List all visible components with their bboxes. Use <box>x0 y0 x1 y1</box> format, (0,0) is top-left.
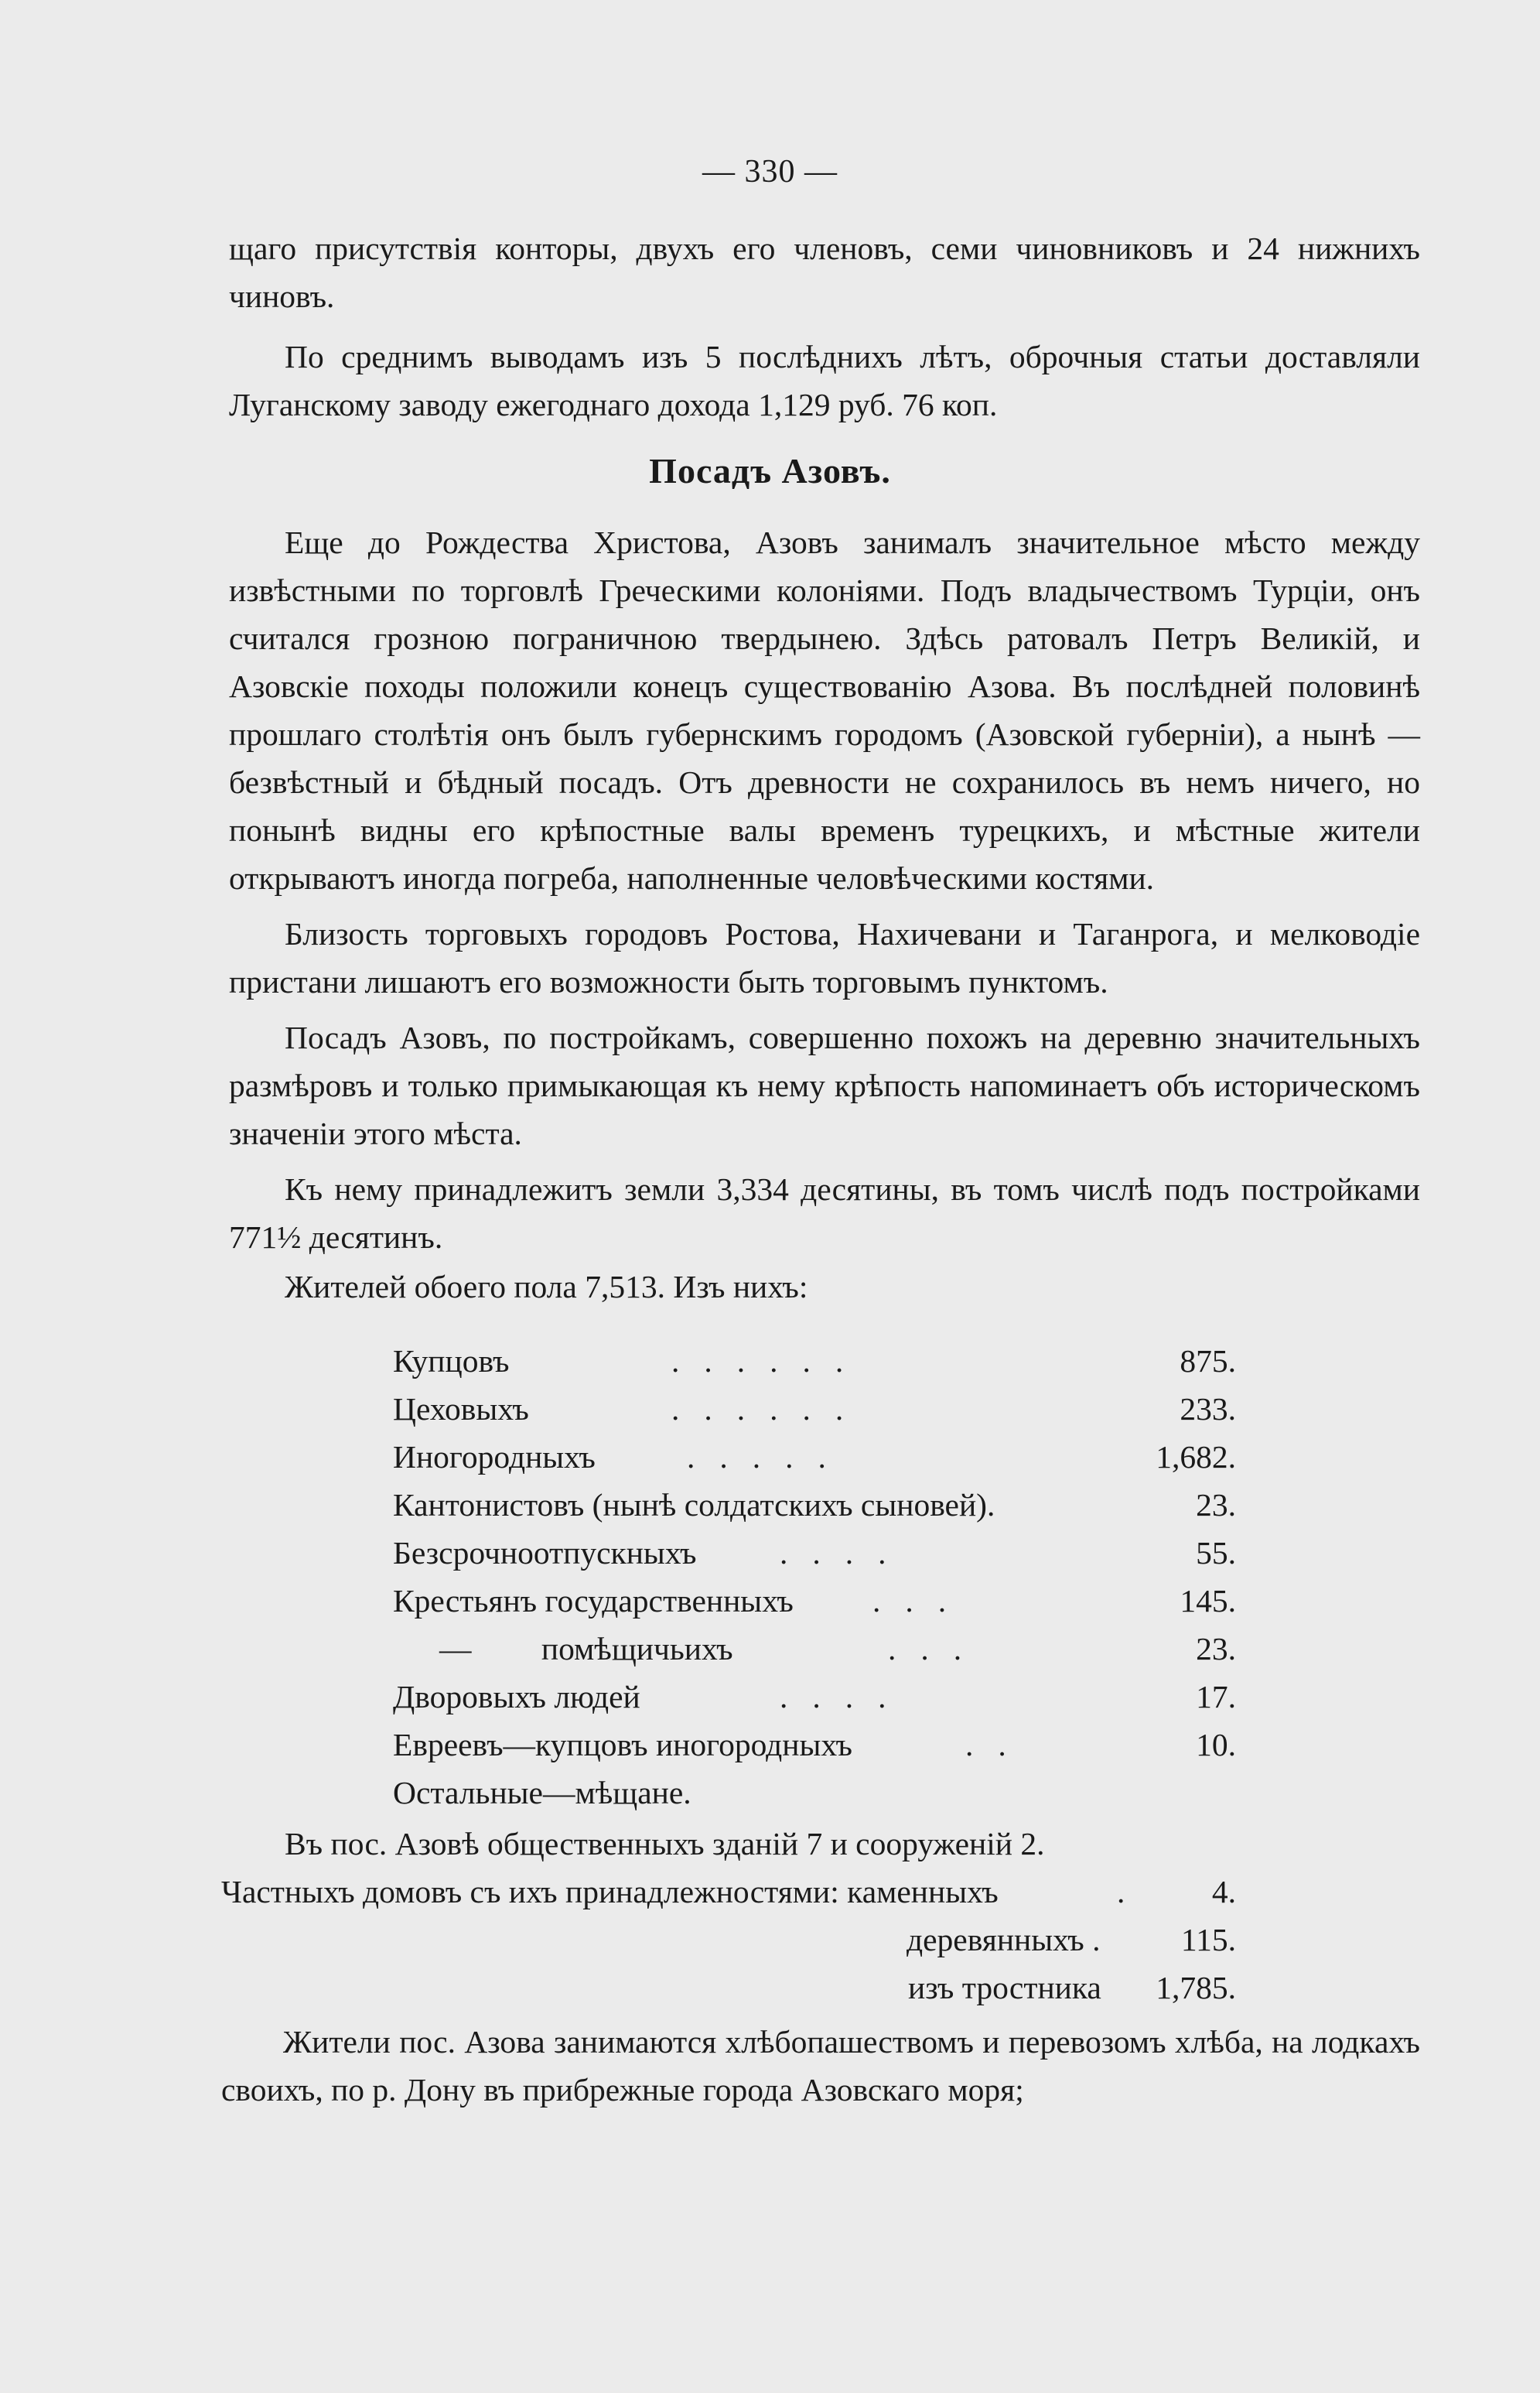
residents-row-label: — помѣщичьихъ <box>439 1631 733 1667</box>
residents-row-label: Купцовъ <box>393 1343 510 1379</box>
paragraph-occupations: Жители пос. Азова занимаются хлѣбопашествомъ и перевозомъ хлѣба, на лодкахъ своихъ, по р. Дону въ прибрежные города Азовскаго моря; <box>221 2024 1420 2108</box>
paragraph-trade: Близость торговыхъ городовъ Ростова, Нахичевани и Таганрога, и мелководіе пристани лишаютъ его возможности быть торговымъ пунктомъ. <box>229 916 1420 1000</box>
residents-row-value: 1,682. <box>1156 1439 1236 1475</box>
residents-row-value: 23. <box>1196 1487 1236 1523</box>
residents-row <box>393 1721 1236 1769</box>
residents-row-value: 875. <box>1180 1343 1236 1379</box>
private-houses-reed-value: 1,785. <box>1156 1970 1236 2005</box>
paragraph-buildings-appearance: Посадъ Азовъ, по постройкамъ, совершенно похожъ на деревню значительныхъ размѣровъ и только примыкающая къ нему крѣпость напоминаетъ объ историческомъ значеніи этого мѣста. <box>229 1020 1420 1151</box>
section-heading: Посадъ Азовъ. <box>649 451 891 491</box>
residents-row-dots: ...... <box>671 1343 869 1379</box>
residents-row-value: 23. <box>1196 1631 1236 1667</box>
residents-row <box>393 1481 1236 1529</box>
residents-row <box>393 1769 1236 1817</box>
residents-row-label: Кантонистовъ (нынѣ солдатскихъ сыновей). <box>393 1487 995 1523</box>
residents-row-dots: ..... <box>687 1439 851 1475</box>
residents-row-label: Дворовыхъ людей <box>393 1679 640 1714</box>
private-houses-intro: Частныхъ домовъ съ ихъ принадлежностями: каменныхъ <box>221 1874 999 1909</box>
residents-row-dots: .... <box>780 1679 911 1714</box>
residents-row-dots: .... <box>780 1535 911 1571</box>
text-block-top <box>229 224 1420 429</box>
residents-row-label: Иногородныхъ <box>393 1439 596 1475</box>
private-houses-stone-dot: . <box>1117 1874 1125 1909</box>
residents-row <box>393 1577 1236 1625</box>
residents-row-dots: ...... <box>671 1391 869 1427</box>
residents-row-value: 55. <box>1196 1535 1236 1571</box>
residents-row <box>393 1673 1236 1721</box>
private-houses-wood-value: 115. <box>1180 1922 1236 1957</box>
paragraph-history: Еще до Рождества Христова, Азовъ занималъ значительное мѣсто между извѣстными по торговлѣ Греческими колоніями. Подъ владычествомъ Турціи, онъ считался грозною пограничною твердынею. Здѣсь ратовалъ Петръ Великій, и Азовскіе походы положили конецъ существованію Азова. Въ послѣдней половинѣ прошлаго столѣтія онъ былъ губернскимъ городомъ (Азовской губерніи), а нынѣ — безвѣстный и бѣдный посадъ. Отъ древности не сохранилось въ немъ ничего, но понынѣ видны его крѣпостные валы временъ турецкихъ, и мѣстные жители открываютъ иногда погреба, наполненные человѣческими костями. <box>229 525 1420 896</box>
residents-row-dots: ... <box>872 1583 971 1619</box>
residents-row-label: Цеховыхъ <box>393 1391 529 1427</box>
residents-row-value: 145. <box>1180 1583 1236 1619</box>
residents-row <box>393 1433 1236 1481</box>
page-number: — 330 — <box>702 154 838 190</box>
residents-row <box>393 1529 1236 1577</box>
residents-row-label: Крестьянъ государственныхъ <box>393 1583 794 1619</box>
residents-row-value: 10. <box>1196 1727 1236 1762</box>
residents-row-dots: .. <box>965 1727 1031 1762</box>
residents-row-value: 233. <box>1180 1391 1236 1427</box>
residents-row <box>393 1625 1236 1673</box>
private-houses-reed-label: изъ тростника <box>908 1970 1101 2005</box>
text-block-bottom <box>221 2018 1420 2114</box>
private-houses-wood-label: деревянныхъ . <box>907 1922 1101 1957</box>
paragraph-quitrent-income: По среднимъ выводамъ изъ 5 послѣднихъ лѣтъ, оброчныя статьи доставляли Луганскому заводу ежегоднаго дохода 1,129 руб. 76 коп. <box>229 339 1420 422</box>
residents-row <box>393 1385 1236 1433</box>
residents-row-label: Безсрочноотпускныхъ <box>393 1535 697 1571</box>
residents-row-dots: ... <box>888 1631 987 1667</box>
text-block-main <box>229 518 1420 1311</box>
residents-row-value: 17. <box>1196 1679 1236 1714</box>
private-houses-stone-value: 4. <box>1211 1874 1236 1909</box>
paragraph-office-staff: щаго присутствія конторы, двухъ его членовъ, семи чиновниковъ и 24 нижнихъ чиновъ. <box>229 231 1420 314</box>
residents-row <box>393 1337 1236 1385</box>
paragraph-land: Къ нему принадлежитъ земли 3,334 десятины, въ томъ числѣ подъ постройками 771½ десятинъ. <box>229 1171 1420 1255</box>
residents-intro: Жителей обоего пола 7,513. Изъ нихъ: <box>285 1269 808 1304</box>
residents-row-label: Евреевъ—купцовъ иногородныхъ <box>393 1727 852 1762</box>
residents-row-label: Остальные—мѣщане. <box>393 1775 691 1810</box>
public-buildings-line: Въ пос. Азовѣ общественныхъ зданій 7 и сооруженій 2. <box>285 1826 1045 1861</box>
